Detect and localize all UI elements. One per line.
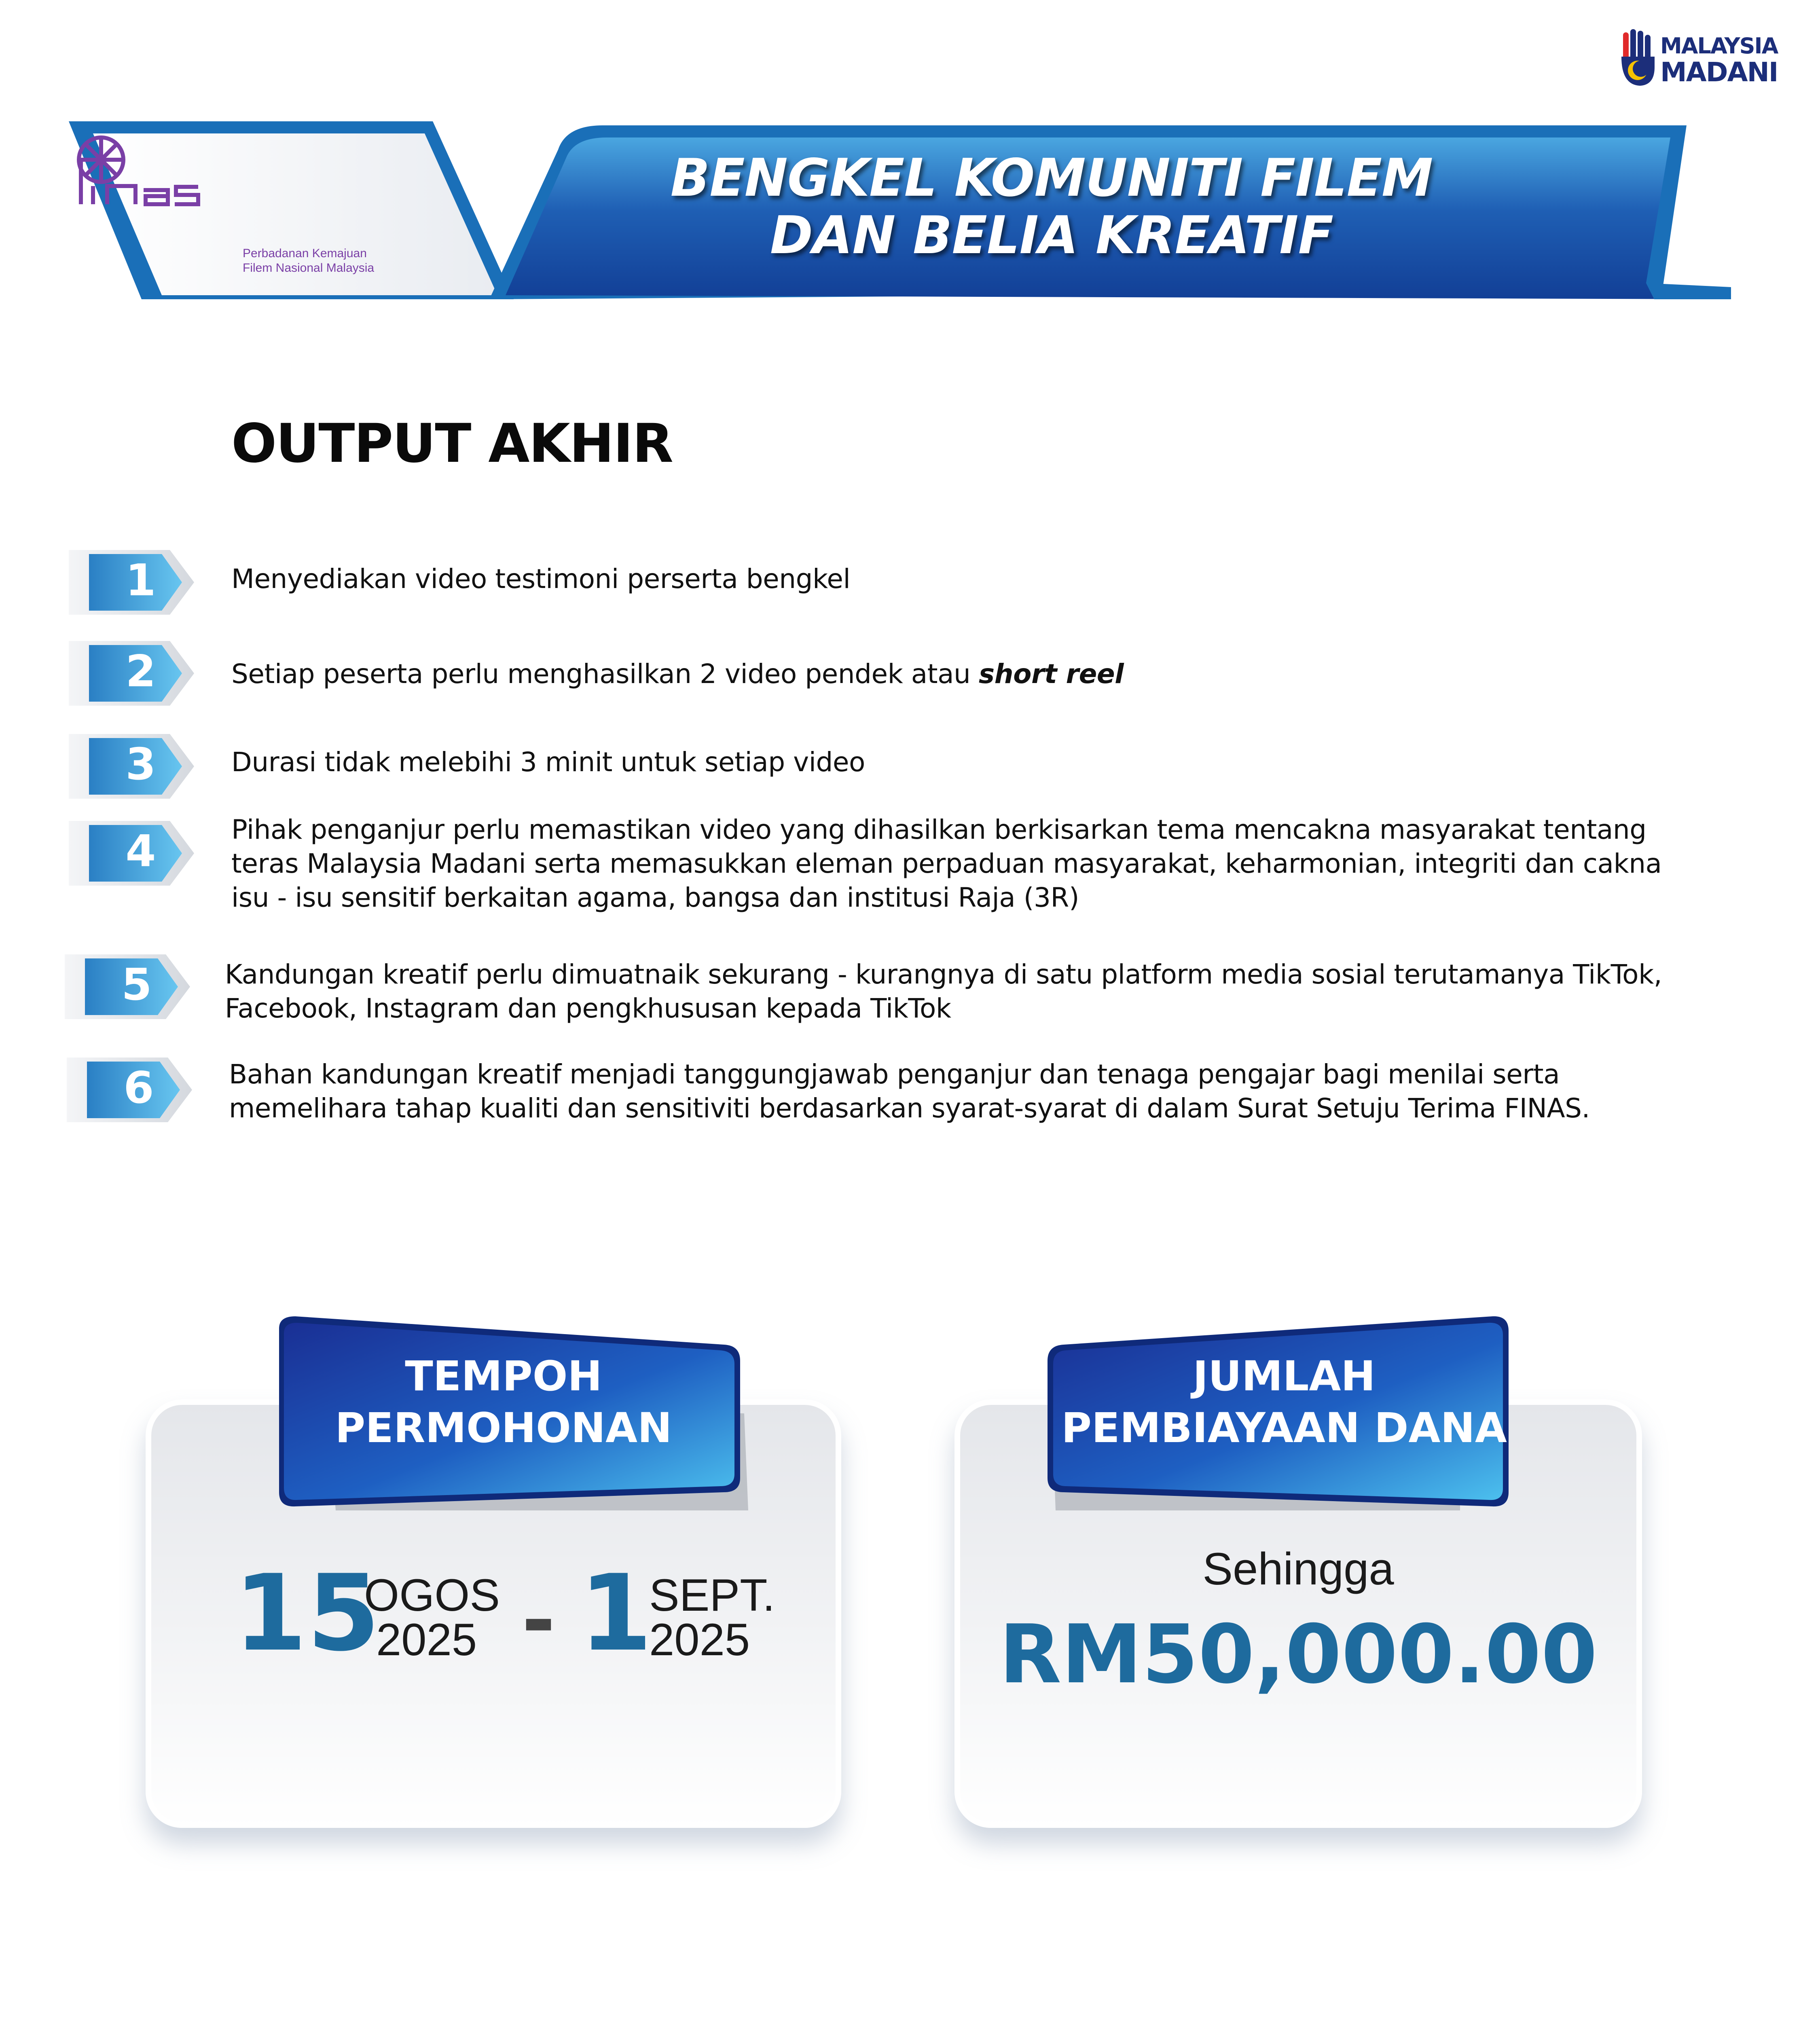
list-item-2-emphasis: short reel [978, 658, 1124, 690]
period-start-year: 2025 [376, 1614, 477, 1665]
funding-label-line2: PEMBIAYAAN DANA [1061, 1404, 1507, 1452]
list-number-5: 5 [121, 960, 152, 1010]
finas-logo [69, 117, 295, 239]
funding-label-line1: JUMLAH [1193, 1352, 1376, 1400]
list-item-6-line2: memelihara tahap kualiti dan sensitiviti berdasarkan syarat-syarat di dalam Surat Setuju Terima FINAS. [229, 1093, 1590, 1124]
period-start-month: OGOS [364, 1570, 500, 1620]
list-item-3-line1: Durasi tidak melebihi 3 minit untuk setiap video [231, 747, 865, 778]
list-item-2 [231, 657, 1124, 691]
malaysia-madani-logo [1620, 28, 1782, 89]
period-end-day: 1 [579, 1552, 652, 1675]
banner-title-line2: DAN BELIA KREATIF [770, 205, 1333, 266]
list-number-4: 4 [125, 826, 156, 877]
period-end-year: 2025 [649, 1614, 750, 1665]
list-item-3 [231, 745, 865, 779]
list-item-6-line1: Bahan kandungan kreatif menjadi tanggungjawab penganjur dan tenaga pengajar bagi menilai serta [229, 1059, 1560, 1090]
list-item-5-line1: Kandungan kreatif perlu dimuatnaik sekurang - kurangnya di satu platform media sosial terutamanya TikTok, [225, 959, 1662, 990]
period-card-label [279, 1351, 728, 1454]
list-item-4 [231, 813, 1661, 915]
list-badge-4 [69, 819, 202, 888]
list-item-1-line1: Menyediakan video testimoni perserta bengkel [231, 563, 851, 594]
list-item-4-line3: isu - isu sensitif berkaitan agama, bangsa dan institusi Raja (3R) [231, 882, 1079, 913]
finas-subtitle-line2: Filem Nasional Malaysia [243, 261, 375, 275]
funding-amount: RM50,000.00 [999, 1607, 1598, 1702]
list-item-1 [231, 562, 850, 596]
list-badge-5 [65, 952, 198, 1021]
funding-card-label [1052, 1351, 1517, 1454]
period-start-month-year [364, 1570, 500, 1665]
list-badge-2 [69, 639, 202, 708]
list-item-5 [225, 958, 1662, 1026]
section-title: OUTPUT AKHIR [231, 412, 673, 475]
madani-mark-icon [1620, 28, 1656, 89]
period-start-day: 15 [234, 1552, 380, 1675]
list-item-4-line2: teras Malaysia Madani serta memasukkan eleman perpaduan masyarakat, keharmonian, integriti dan cakna [231, 848, 1662, 879]
list-number-2: 2 [125, 646, 156, 697]
list-badge-1 [69, 548, 202, 617]
list-number-3: 3 [125, 739, 156, 790]
header-banner [69, 117, 1731, 303]
period-end-month: SEPT. [649, 1570, 775, 1620]
list-number-1: 1 [125, 555, 156, 606]
period-label-line1: TEMPOH [405, 1352, 602, 1400]
finas-subtitle-line1: Perbadanan Kemajuan [243, 247, 367, 260]
funding-prefix: Sehingga [1202, 1544, 1394, 1594]
madani-line2: MADANI [1660, 57, 1778, 88]
list-item-4-line1: Pihak penganjur perlu memastikan video yang dihasilkan berkisarkan tema mencakna masyarakat tentang [231, 814, 1646, 845]
list-item-2-text: Setiap peserta perlu menghasilkan 2 video pendek atau [231, 658, 979, 690]
banner-title [562, 150, 1541, 264]
list-number-6: 6 [123, 1063, 154, 1113]
period-end-month-year [649, 1570, 775, 1665]
period-separator: - [522, 1573, 556, 1667]
banner-title-line1: BENGKEL KOMUNITI FILEM [670, 148, 1433, 208]
list-badge-6 [67, 1055, 200, 1124]
madani-line1: MALAYSIA [1660, 33, 1778, 59]
period-label-line2: PERMOHONAN [335, 1404, 672, 1452]
list-badge-3 [69, 732, 202, 801]
list-item-6 [229, 1058, 1590, 1125]
list-item-5-line2: Facebook, Instagram dan pengkhususan kepada TikTok [225, 993, 951, 1024]
